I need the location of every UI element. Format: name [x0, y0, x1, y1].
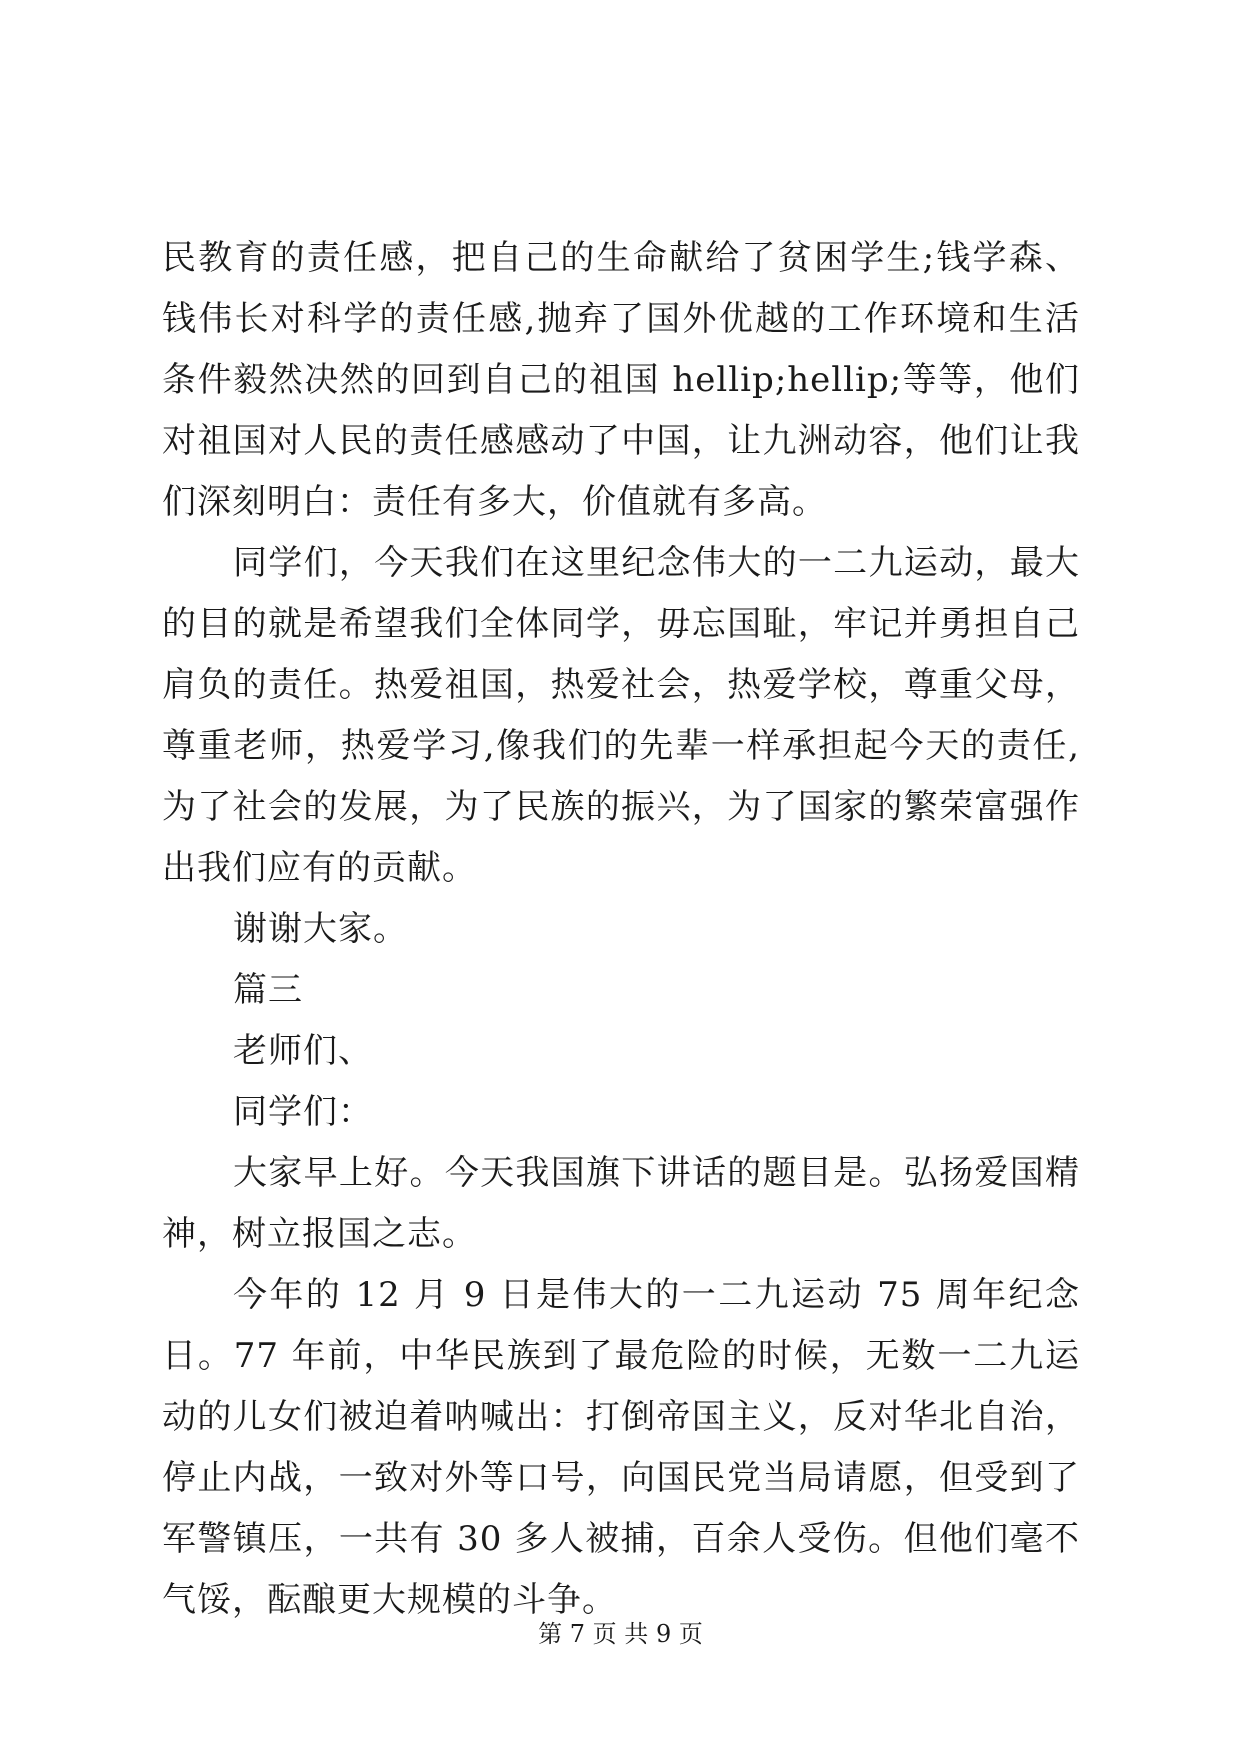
paragraph-2: 同学们，今天我们在这里纪念伟大的一二九运动，最大的目的就是希望我们全体同学，毋忘国耻，牢记并勇担自己肩负的责任。热爱祖国，热爱社会，热爱学校，尊重父母，尊重老师，热爱学习,像我们的先辈一样承担起今天的责任,为了社会的发展，为了民族的振兴，为了国家的繁荣富强作出我们应有的贡献。 — [162, 543, 1080, 888]
paragraph-1: 民教育的责任感，把自己的生命献给了贫困学生;钱学森、钱伟长对科学的责任感,抛弃了国外优越的工作环境和生活条件毅然决然的回到自己的祖国 hellip;hellip;等等，他们对祖国对人民的责任感感动了中国，让九洲动容，他们让我们深刻明白：责任有多大，价值就有多高。 — [162, 238, 1080, 522]
paragraph-3: 谢谢大家。 — [233, 909, 408, 949]
section-heading: 篇三 — [233, 970, 303, 1010]
salutation-teachers: 老师们、 — [233, 1031, 373, 1071]
page-number: 第 7 页 共 9 页 — [538, 1620, 703, 1648]
salutation-students: 同学们： — [233, 1092, 373, 1132]
document-body — [162, 228, 1080, 1631]
paragraph-7: 大家早上好。今天我国旗下讲话的题目是。弘扬爱国精神，树立报国之志。 — [162, 1153, 1080, 1254]
paragraph-8: 今年的 12 月 9 日是伟大的一二九运动 75 周年纪念日。77 年前，中华民族到了最危险的时候，无数一二九运动的儿女们被迫着呐喊出：打倒帝国主义，反对华北自治，停止内战，一致对外等口号，向国民党当局请愿，但受到了军警镇压，一共有 30 多人被捕，百余人受伤。但他们毫不气馁，酝酿更大规模的斗争。 — [162, 1275, 1080, 1620]
